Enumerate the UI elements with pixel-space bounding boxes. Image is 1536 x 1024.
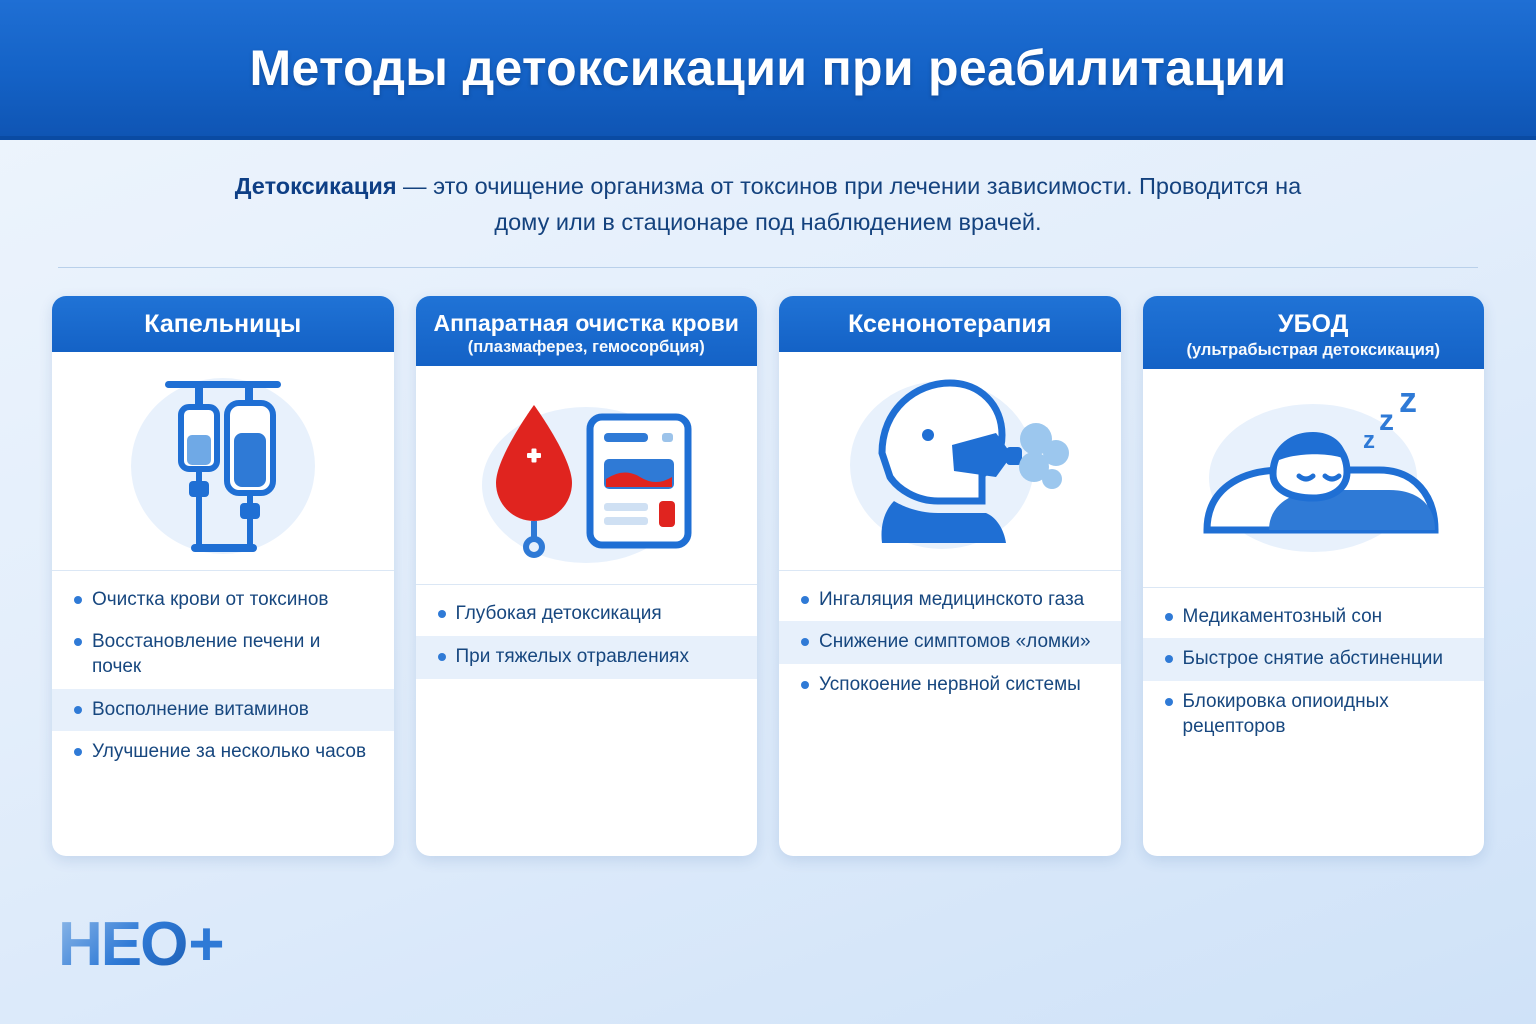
list-item (1143, 638, 1485, 681)
list-item (416, 593, 758, 636)
page-header (0, 0, 1536, 140)
list-item-label: Быстрое снятие абстиненции (1182, 648, 1443, 670)
list-item (1143, 681, 1485, 748)
card-benefits-xenon (779, 570, 1121, 856)
svg-text:z: z (1399, 378, 1418, 420)
list-item (52, 731, 394, 774)
blood-machine-icon (416, 366, 758, 584)
list-item-label: Улучшение за несколько часов (92, 741, 367, 763)
iv-drip-icon (52, 352, 394, 570)
bullet-dot (1165, 698, 1173, 706)
bullet-dot (801, 596, 809, 604)
brand-logo (58, 910, 225, 979)
bullet-dot (1165, 655, 1173, 663)
list-item (779, 621, 1121, 664)
bullet-dot (438, 653, 446, 661)
card-header-blood-purification (416, 296, 758, 366)
bullet-dot (74, 706, 82, 714)
logo-plus-icon: + (188, 910, 225, 979)
page-title: Методы детоксикации при реабилитации (249, 40, 1287, 96)
card-header-xenon (779, 296, 1121, 352)
card-subtitle-ubod: (ультрабыстрая детоксикация) (1186, 340, 1441, 359)
list-item (52, 689, 394, 732)
list-item-label: Медикаментозный сон (1182, 605, 1383, 627)
list-item-label: Восполнение витаминов (92, 698, 309, 720)
card-title-ubod: УБОД (1278, 309, 1349, 338)
card-title-drip: Капельницы (144, 309, 302, 338)
svg-text:z: z (1363, 426, 1376, 454)
card-title-blood-purification: Аппаратная очистка крови (433, 309, 739, 336)
list-item (1143, 596, 1485, 639)
sleeping-patient-icon (1143, 369, 1485, 587)
list-item (779, 579, 1121, 622)
method-card-xenon[interactable] (779, 296, 1121, 856)
list-item (779, 664, 1121, 707)
intro-lead-word: Детоксикация (234, 173, 397, 199)
method-card-drip[interactable] (52, 296, 394, 856)
card-header-ubod (1143, 296, 1485, 369)
bullet-dot (801, 681, 809, 689)
svg-text:z: z (1379, 403, 1395, 437)
method-card-ubod[interactable] (1143, 296, 1485, 856)
card-benefits-drip (52, 570, 394, 856)
bullet-dot (74, 638, 82, 646)
intro-text: — это очищение организма от токсинов при лечении зависимости. Проводится на дому или в стационаре под наблюдением врачей. (396, 173, 1302, 236)
list-item-label: Снижение симптомов «ломки» (819, 631, 1091, 653)
list-item-label: При тяжелых отравлениях (455, 645, 689, 667)
bullet-dot (1165, 613, 1173, 621)
list-item-label: Глубокая детоксикация (455, 603, 662, 625)
intro-section (0, 140, 1536, 241)
methods-card-row (0, 268, 1536, 856)
list-item-label: Блокировка опиоидных рецепторов (1182, 690, 1389, 737)
bullet-dot (74, 596, 82, 604)
intro-paragraph (210, 168, 1326, 241)
card-benefits-ubod (1143, 587, 1485, 856)
list-item-label: Восстановление печени и почек (92, 631, 321, 677)
bullet-dot (801, 638, 809, 646)
list-item-label: Ингаляция медицинското газа (819, 588, 1085, 610)
list-item-label: Успокоение нервной системы (819, 673, 1081, 695)
bullet-dot (438, 610, 446, 618)
list-item (416, 636, 758, 679)
bullet-dot (74, 748, 82, 756)
card-header-drip (52, 296, 394, 352)
card-subtitle-blood-purification: (плазмаферез, гемосорбция) (467, 338, 705, 357)
method-card-blood-purification[interactable] (416, 296, 758, 856)
card-title-xenon: Ксенонотерапия (848, 309, 1052, 338)
card-benefits-blood-purification (416, 584, 758, 856)
list-item (52, 621, 394, 688)
list-item-label: Очистка крови от токсинов (92, 588, 329, 610)
logo-wordmark: HEO (58, 910, 187, 979)
list-item (52, 579, 394, 622)
inhalation-mask-icon (779, 352, 1121, 570)
